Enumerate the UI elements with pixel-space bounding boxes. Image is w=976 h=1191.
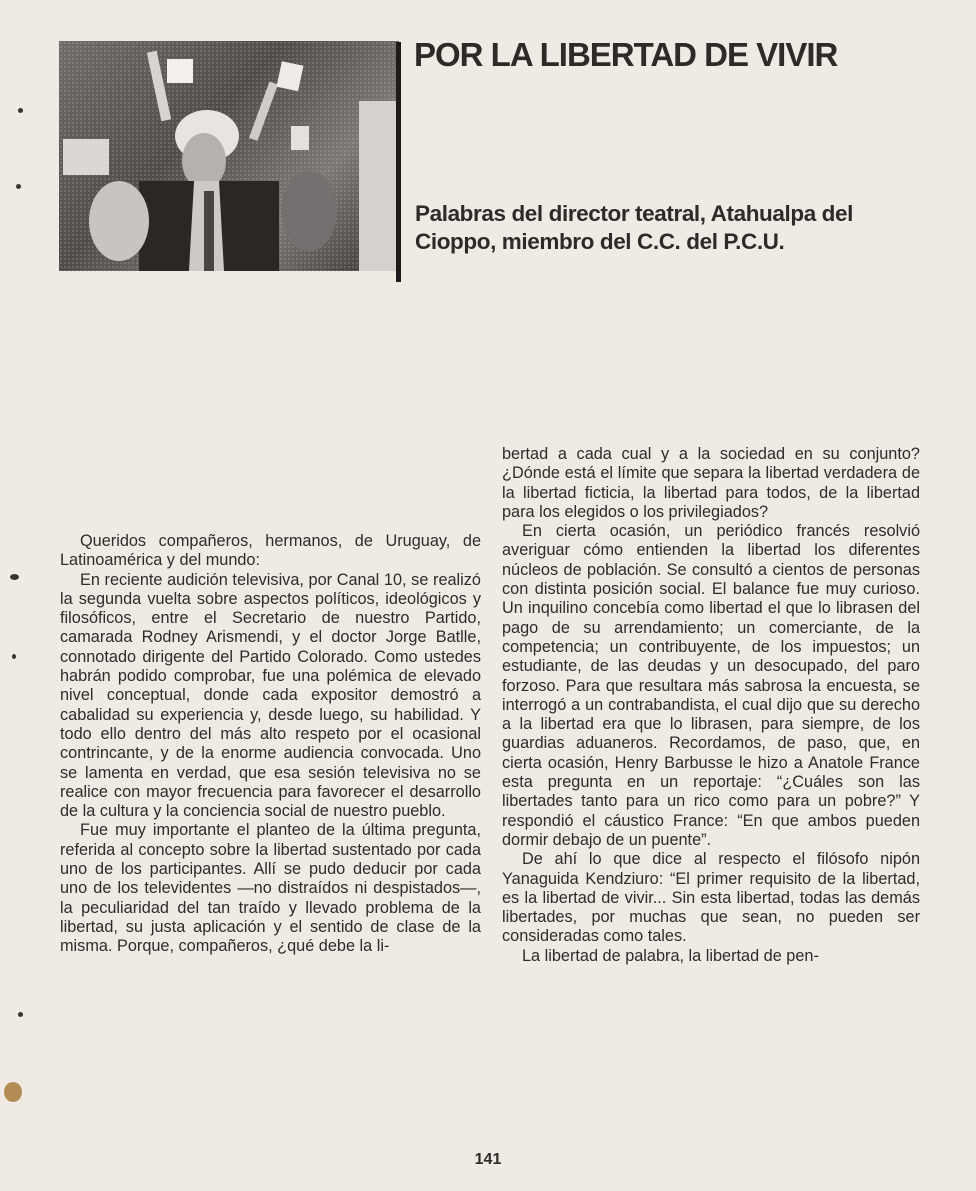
paragraph: De ahí lo que dice al respecto el filósofo nipón Yanaguida Kendziuro: “El primer requisito de la libertad, es la libertad de vivir... Sin esta libertad, todas las demás libertades, por muchas que sean, no pueden ser consideradas como tales. (502, 850, 920, 946)
binding-hole-mark (4, 1082, 22, 1102)
binding-hole-mark (12, 654, 16, 659)
binding-hole-mark (18, 1012, 23, 1017)
article-title: POR LA LIBERTAD DE VIVIR (414, 36, 838, 73)
binding-hole-mark (18, 108, 23, 113)
page-number: 141 (474, 1151, 502, 1168)
binding-hole-mark (16, 184, 21, 189)
paragraph: En reciente audición televisiva, por Canal 10, se realizó la segunda vuelta sobre aspectos políticos, ideológicos y filosóficos, entre el Secretario de nuestro Partido, camarada Rodney Arismendi, y el doctor Jorge Batlle, connotado dirigente del Partido Colorado. Como ustedes habrán podido comprobar, fue una polémica de elevado nivel conceptual, donde cada expositor demostró a cabalidad su experiencia y, desde luego, su habilidad. Y todo ello dentro del más alto respeto por el ocasional contrincante, y de la enorme audiencia convocada. Uno se lamenta en verdad, que esa sesión televisiva no se realice con mayor frecuencia para favorecer el desarrollo de la cultura y la conciencia social de nuestro pueblo. (60, 570, 481, 821)
paragraph: bertad a cada cual y a la sociedad en su conjunto? ¿Dónde está el límite que separa la libertad verdadera de la libertad ficticia, la libertad para todos, de la libertad para los elegidos o los privilegiados? (502, 445, 920, 521)
article-photo (59, 41, 399, 271)
photo-scene (59, 41, 399, 271)
paragraph: Fue muy importante el planteo de la última pregunta, referida al concepto sobre la libertad sustentado por cada uno de los participantes. Allí se pudo deducir por cada uno de los televidentes —no distraídos ni despistados—, la peculiaridad del tan traído y llevado problema de la libertad, su justa aplicación y el sentido de clase de la misma. Porque, compañeros, ¿qué debe la li- (60, 821, 481, 956)
article-subtitle: Palabras del director teatral, Atahualpa del Cioppo, miembro del C.C. del P.C.U. (415, 201, 853, 254)
paragraph: La libertad de palabra, la libertad de pen- (522, 946, 819, 965)
photo-shadow (396, 42, 401, 282)
text-column-right (502, 445, 920, 966)
text-column-left (60, 532, 481, 957)
paragraph: En cierta ocasión, un periódico francés resolvió averiguar cómo entienden la libertad los diferentes núcleos de población. Se consultó a cientos de personas con distinta posición social. El balance fue muy curioso. Un inquilino concebía como libertad el que lo librasen del pago de su arrendamiento; un comerciante, de la competencia; un contribuyente, de los impuestos; un estudiante, de las deudas y un desocupado, del paro forzoso. Para que resultara más sabrosa la encuesta, se interrogó a un contrabandista, el cual dijo que su derecho a la libertad era que lo librasen, para siempre, de los guardias aduaneros. Recordamos, de paso, que, en cierta ocasión, Henry Barbusse le hizo a Anatole France esta pregunta en un reportaje: “¿Cuáles son las libertades tanto para un rico como para un pobre?” Y respondió el cáustico France: “En que ambos pueden dormir debajo de un puente”. (502, 522, 920, 849)
binding-hole-mark (10, 574, 19, 580)
paragraph: Queridos compañeros, hermanos, de Uruguay, de Latinoamérica y del mundo: (60, 532, 481, 570)
